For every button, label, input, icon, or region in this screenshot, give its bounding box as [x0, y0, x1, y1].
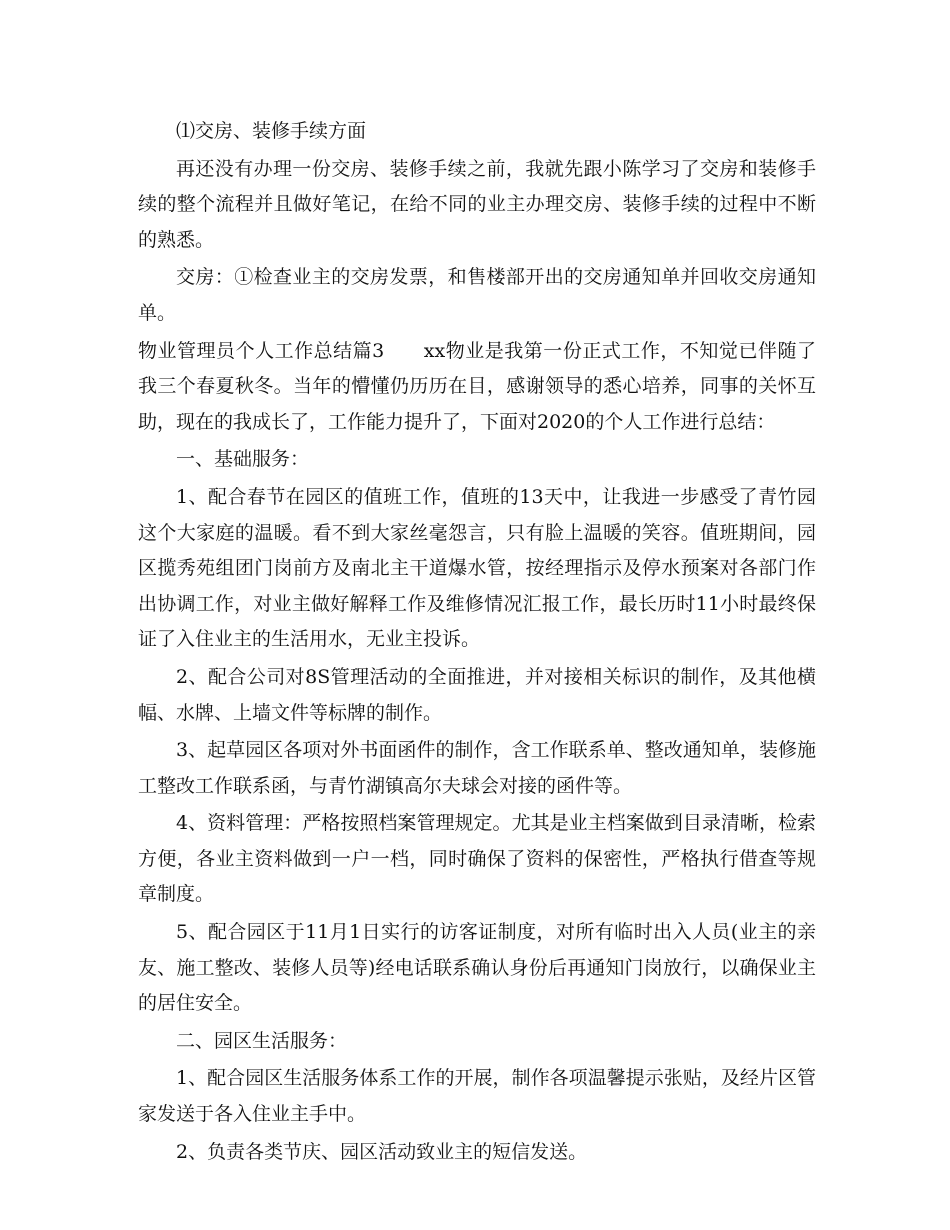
paragraph-handover-learning: 再还没有办理一份交房、装修手续之前，我就先跟小陈学习了交房和装修手续的整个流程并且做好笔记，在给不同的业主办理交房、装修手续的过程中不断的熟悉。	[138, 157, 816, 251]
paragraph-handover-check: 交房：①检查业主的交房发票，和售楼部开出的交房通知单并回收交房通知单。	[138, 266, 816, 324]
section-heading-life-service: 二、园区生活服务：	[176, 1029, 348, 1052]
section-heading-handover: ⑴交房、装修手续方面	[176, 120, 367, 142]
document-body	[138, 114, 816, 1172]
paragraph-life-item-1: 1、配合园区生活服务体系工作的开展，制作各项温馨提示张贴，及经片区管家发送于各入住业主手中。	[138, 1067, 816, 1126]
section-heading-basic-service: 一、基础服务：	[176, 448, 310, 471]
paragraph-item-4: 4、资料管理：严格按照档案管理规定。尤其是业主档案做到目录清晰，检索方便，各业主资料做到一户一档，同时确保了资料的保密性，严格执行借查等规章制度。	[138, 812, 816, 906]
paragraph-item-1: 1、配合春节在园区的值班工作，值班的13天中，让我进一步感受了青竹园这个大家庭的温暖。看不到大家丝毫怨言，只有脸上温暖的笑容。值班期间，园区揽秀苑组团门岗前方及南北主干道爆水管，按经理指示及停水预案对各部门作出协调工作，对业主做好解释工作及维修情况汇报工作，最长历时11小时最终保证了入住业主的生活用水，无业主投诉。	[138, 485, 816, 651]
paragraph-item-3: 3、起草园区各项对外书面函件的制作，含工作联系单、整改通知单，装修施工整改工作联系函，与青竹湖镇高尔夫球会对接的函件等。	[138, 739, 816, 797]
paragraph-life-item-2: 2、负责各类节庆、园区活动致业主的短信发送。	[176, 1140, 588, 1163]
paragraph-item-5: 5、配合园区于11月1日实行的访客证制度，对所有临时出入人员(业主的亲友、施工整改、装修人员等)经电话联系确认身份后再通知门岗放行，以确保业主的居住安全。	[138, 921, 816, 1015]
paragraph-summary-intro: 物业管理员个人工作总结篇3 xx物业是我第一份正式工作，不知觉已伴随了我三个春夏秋冬。当年的懵懂仍历历在目，感谢领导的悉心培养，同事的关怀互助，现在的我成长了，工作能力提升了，下面对2020的个人工作进行总结：	[138, 339, 816, 433]
paragraph-item-2: 2、配合公司对8S管理活动的全面推进，并对接相关标识的制作，及其他横幅、水牌、上墙文件等标牌的制作。	[138, 665, 816, 724]
